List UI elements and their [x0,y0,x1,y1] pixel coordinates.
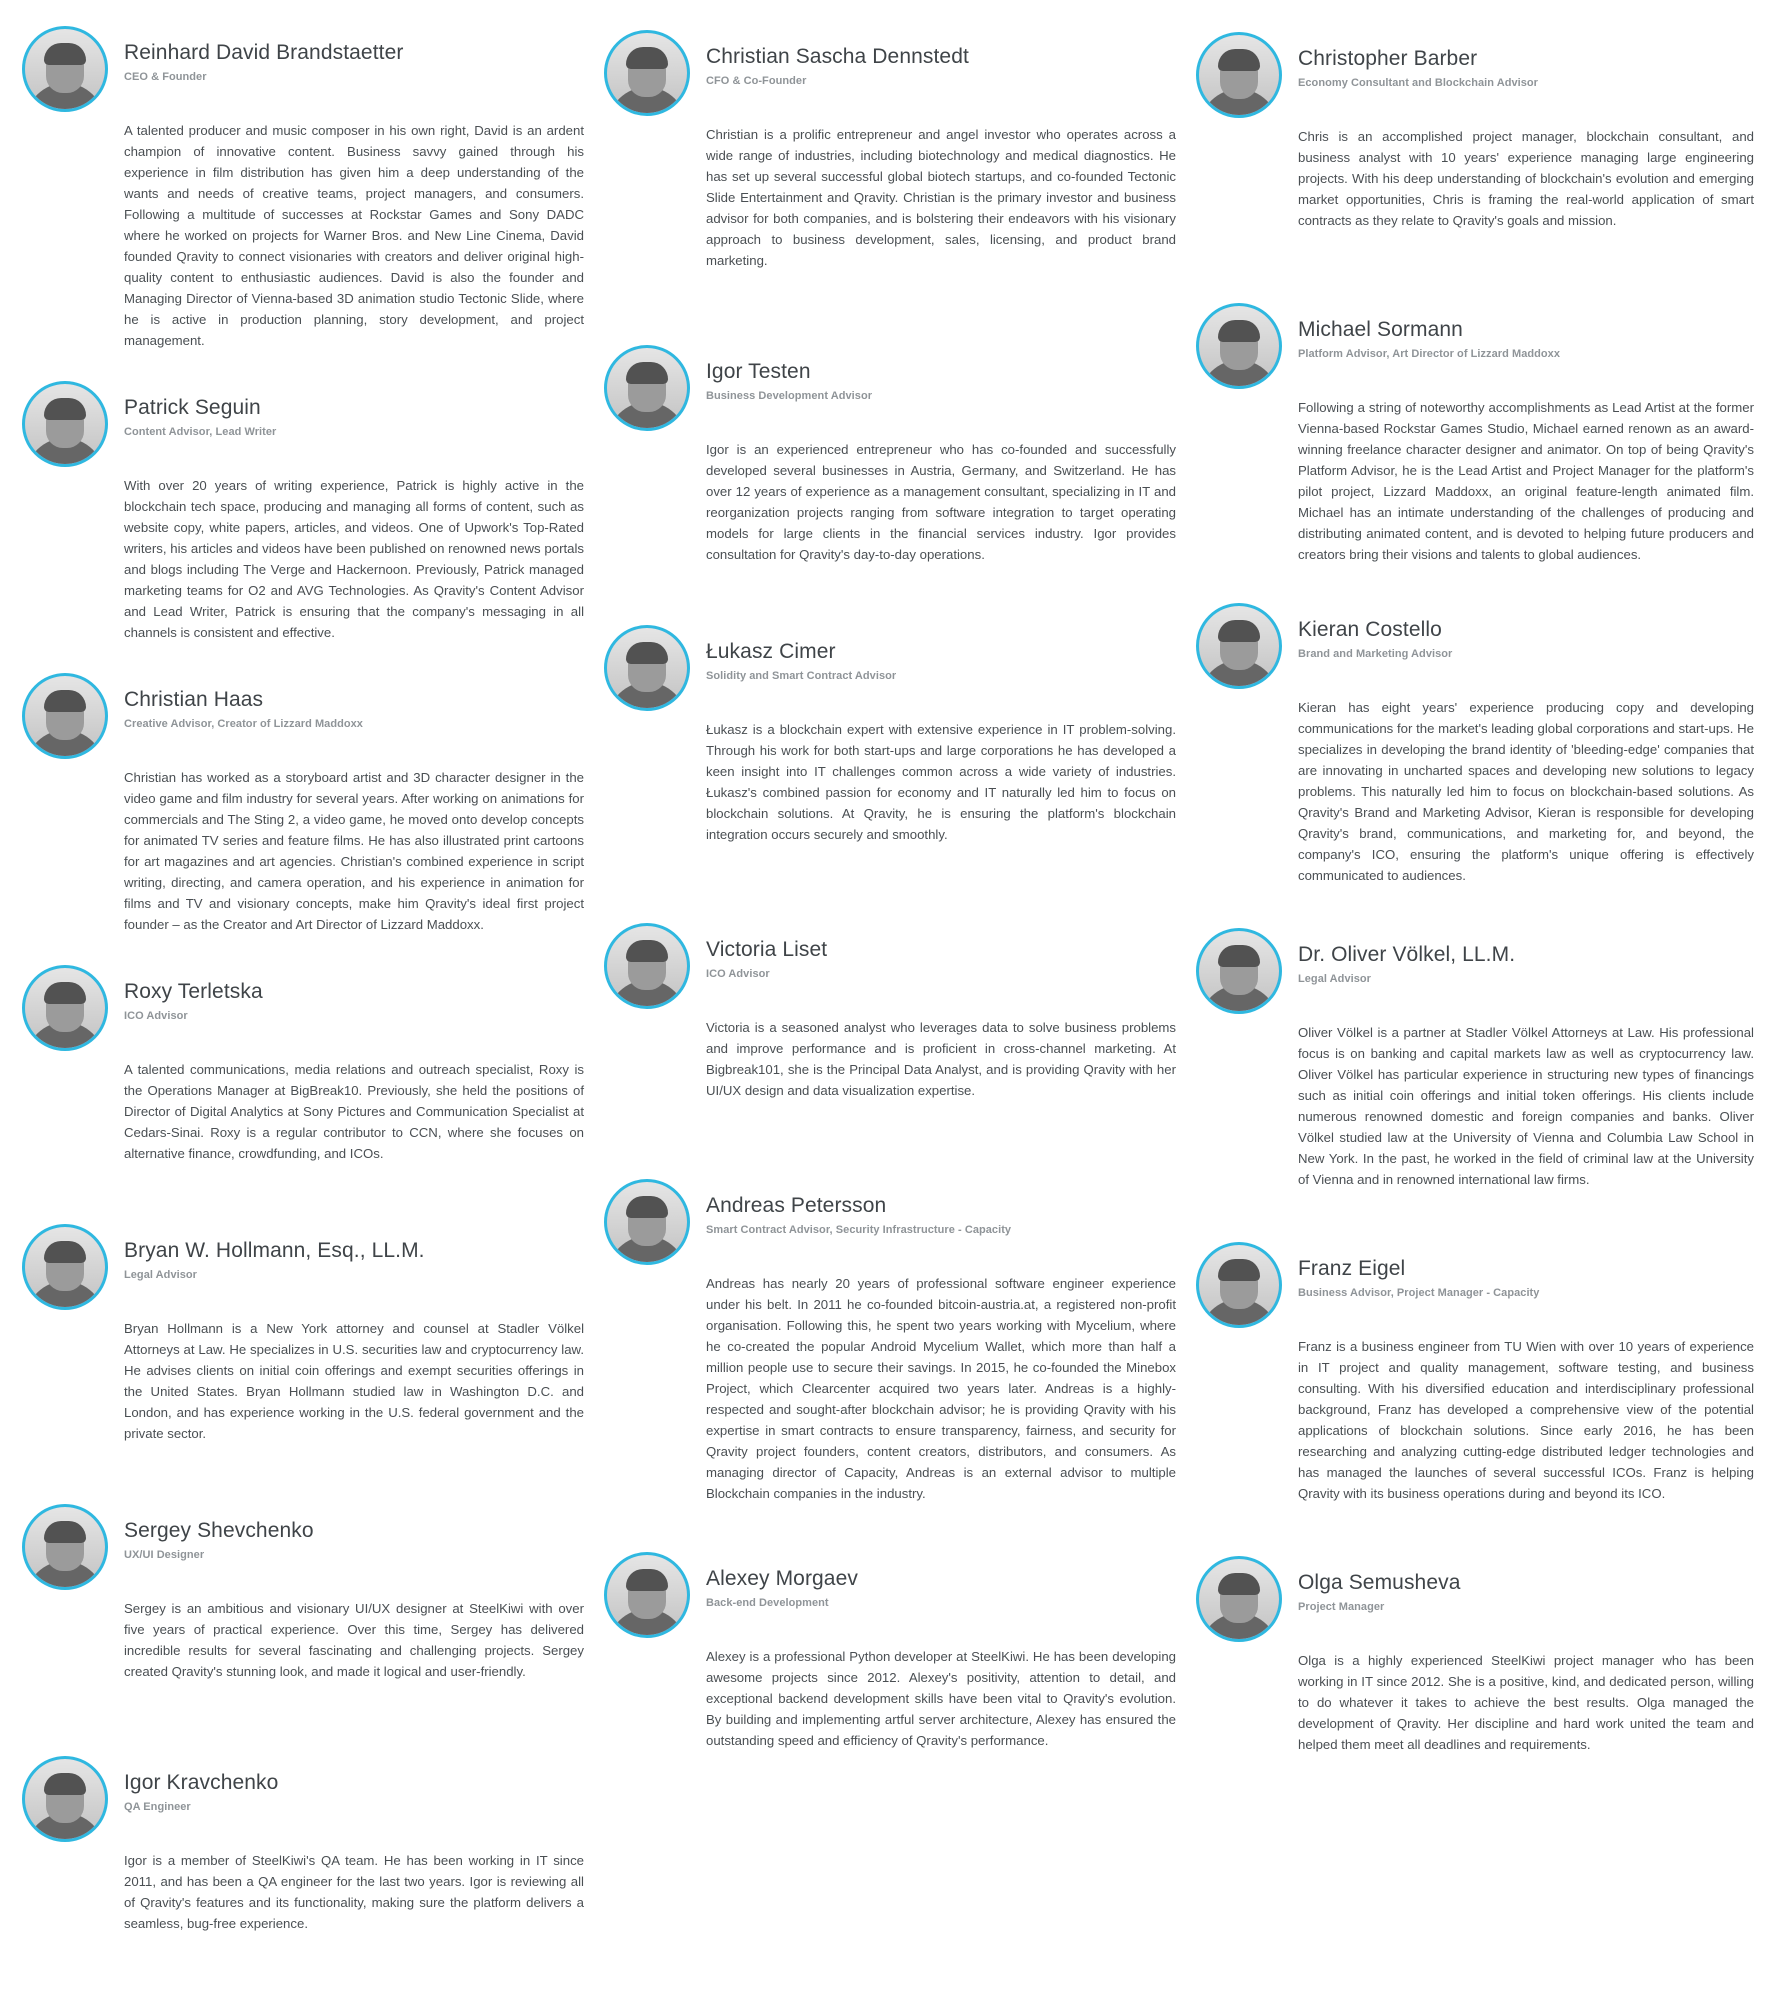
avatar [22,1756,108,1842]
member-header [1196,928,1754,1014]
team-member-card [604,1179,1176,1504]
column-left [0,18,594,1964]
member-role: Business Development Advisor [706,390,873,402]
team-member-card [604,345,1176,565]
member-role: Creative Advisor, Creator of Lizzard Maddoxx [124,718,363,730]
member-bio: Igor is an experienced entrepreneur who has co-founded and successfully developed several businesses in Austria, Germany, and Switzerland. He has over 12 years of experience as a management consultant, specializing in IT and reorganization projects ranging from software integration to target operating models for large clients in the financial services industry. Igor provides consultation for Qravity's day-to-day operations. [706,442,1176,562]
member-header [22,1756,584,1842]
member-role: Platform Advisor, Art Director of Lizzard Maddoxx [1298,348,1561,360]
member-name: Olga Semusheva [1298,1571,1461,1594]
member-bio: Igor is a member of SteelKiwi's QA team. He has been working in IT since 2011, and has been a QA engineer for the last two years. Igor is reviewing all of Qravity's features and its functionality, making sure the platform delivers a seamless, bug-free experience. [124,1853,584,1931]
member-title-block [1298,1556,1754,1614]
member-bio: Andreas has nearly 20 years of professional software engineer experience under his belt. In 2011 he co-founded bitcoin-austria.at, a registered non-profit organisation. Following this, he spent two years working with Mycelium, where he co-created the popular Android Mycelium Wallet, which more than half a million people use to secure their savings. In 2015, he co-founded the Minebox Project, which Clearcenter acquired two years later. Andreas is a highly-respected and sought-after blockchain advisor; he is providing Qravity with his expertise in smart contracts to ensure transparency, fairness, and security for Qravity project founders, content creators, distributors, and consumers. As managing director of Capacity, Andreas is an external advisor to multiple Blockchain companies in the industry. [706,1276,1176,1501]
member-name: Michael Sormann [1298,318,1463,341]
member-bio: Chris is an accomplished project manager, blockchain consultant, and business analyst with 10 years' experience managing large engineering projects. With his deep understanding of blockchain's evolution and emerging market opportunities, Chris is framing the real-world application of smart contracts as they relate to Qravity's goals and mission. [1298,129,1754,228]
avatar [1196,303,1282,389]
member-title-block [706,923,1176,981]
member-bio: With over 20 years of writing experience, Patrick is highly active in the blockchain tech space, producing and managing all forms of content, such as website copy, white papers, articles, and videos. One of Upwork's Top-Rated writers, his articles and videos have been published on renowned news portals and blogs including The Verge and Hackernoon. Previously, Patrick managed marketing teams for O2 and AVG Technologies. As Qravity's Content Advisor and Lead Writer, Patrick is ensuring that the company's messaging in all channels is consistent and effective. [124,478,584,640]
team-member-card [22,673,584,935]
member-name: Christian Sascha Dennstedt [706,45,969,68]
avatar [1196,1556,1282,1642]
team-member-card [22,1224,584,1444]
member-role: Legal Advisor [1298,973,1371,985]
member-name: Alexey Morgaev [706,1567,858,1590]
team-member-card [604,30,1176,271]
member-header [22,26,584,112]
column-right [1188,18,1782,1785]
avatar [22,1504,108,1590]
member-body [1196,126,1754,231]
member-role: CFO & Co-Founder [706,75,807,87]
member-header [22,1224,584,1310]
member-title-block [124,26,584,84]
member-bio: Łukasz is a blockchain expert with extensive experience in IT problem-solving. Through his work for both start-ups and large corporations he has developed a keen insight into IT challenges common across a wide variety of industries. Łukasz's combined passion for economy and IT naturally led him to focus on blockchain solutions. At Qravity, he is ensuring the platform's blockchain integration occurs securely and smoothly. [706,722,1176,842]
member-title-block [124,1504,584,1562]
member-title-block [1298,1242,1754,1300]
member-role: Smart Contract Advisor, Security Infrastructure - Capacity [706,1224,1012,1236]
avatar [22,1224,108,1310]
team-member-card [1196,1242,1754,1504]
team-member-card [604,1552,1176,1751]
member-role: CEO & Founder [124,71,207,83]
avatar [604,345,690,431]
member-bio: Christian is a prolific entrepreneur and angel investor who operates across a wide range of industries, including biotechnology and medical diagnostics. He has set up several successful global biotech startups, and co-founded Tectonic Slide Entertainment and Qravity. Christian is the primary investor and business advisor for both companies, and is bolstering their endeavors with his visionary approach to business development, sales, licensing, and product brand marketing. [706,127,1176,268]
member-header [604,345,1176,431]
member-body [22,1598,584,1682]
member-header [604,1179,1176,1265]
member-header [1196,1556,1754,1642]
member-body [22,1059,584,1164]
member-name: Igor Kravchenko [124,1771,279,1794]
member-body [22,1318,584,1444]
member-role: Content Advisor, Lead Writer [124,426,277,438]
member-title-block [124,1224,584,1282]
member-header [604,30,1176,116]
member-name: Patrick Seguin [124,396,261,419]
avatar [604,1179,690,1265]
member-role: ICO Advisor [124,1010,188,1022]
team-member-card [22,1756,584,1934]
member-body [22,120,584,351]
avatar [1196,1242,1282,1328]
member-name: Dr. Oliver Völkel, LL.M. [1298,943,1516,966]
member-body [604,1646,1176,1751]
team-member-card [1196,32,1754,231]
member-name: Roxy Terletska [124,980,263,1003]
avatar [22,381,108,467]
member-role: Back-end Development [706,1597,829,1609]
member-title-block [706,345,1176,403]
member-bio: Sergey is an ambitious and visionary UI/UX designer at SteelKiwi with over five years of practical experience. Over this time, Sergey has delivered incredible results for several fascinating and challenging projects. Sergey created Qravity's stunning look, and made it logical and user-friendly. [124,1601,584,1679]
member-name: Kieran Costello [1298,618,1442,641]
member-bio: A talented communications, media relations and outreach specialist, Roxy is the Operations Manager at BigBreak10. Previously, she held the positions of Director of Digital Analytics at Sony Pictures and Communication Specialist at Cedars-Sinai. Roxy is a regular contributor to CCN, where she focuses on alternative finance, crowdfunding, and ICOs. [124,1062,584,1161]
member-title-block [124,1756,584,1814]
member-name: Bryan W. Hollmann, Esq., LL.M. [124,1239,425,1262]
member-title-block [706,1552,1176,1610]
member-bio: A talented producer and music composer in his own right, David is an ardent champion of innovative content. Business savvy gained through his experience in film distribution has given him a deep understanding of the wants and needs of creative teams, project managers, and consumers. Following a multitude of successes at Rockstar Games and Sony DADC where he worked on projects for Warner Bros. and New Line Cinema, David founded Qravity to connect visionaries with creators and deliver original high-quality content to enthusiastic audiences. David is also the founder and Managing Director of Vienna-based 3D animation studio Tectonic Slide, where he is active in production planning, story development, and project management. [124,123,584,348]
member-role: UX/UI Designer [124,1549,205,1561]
member-name: Victoria Liset [706,938,828,961]
member-role: Economy Consultant and Blockchain Advisor [1298,77,1539,89]
member-bio: Alexey is a professional Python developer at SteelKiwi. He has been developing awesome projects since 2012. Alexey's positivity, attention to detail, and exceptional backend development skills have been vital to Qravity's evolution. By building and implementing artful server architecture, Alexey has ensured the outstanding speed and efficiency of Qravity's performance. [706,1649,1176,1748]
member-bio: Bryan Hollmann is a New York attorney and counsel at Stadler Völkel Attorneys at Law. He specializes in U.S. securities law and cryptocurrency law. He advises clients on initial coin offerings and exempt securities offerings in the United States. Bryan Hollmann studied law in Washington D.C. and London, and has experience working in the U.S. federal government and the private sector. [124,1321,584,1441]
member-role: Brand and Marketing Advisor [1298,648,1453,660]
member-role: ICO Advisor [706,968,770,980]
member-title-block [1298,32,1754,90]
team-member-card [22,381,584,643]
member-body [604,719,1176,845]
member-body [22,475,584,643]
member-bio: Following a string of noteworthy accomplishments as Lead Artist at the former Vienna-based Rockstar Games Studio, Michael earned renown as an award-winning freelance character designer and animator. On top of being Qravity's Platform Advisor, he is the Lead Artist and Project Manager for the platform's pilot project, Lizzard Maddoxx, an original feature-length animated film. Michael has an intimate understanding of the challenges of producing and distributing animated content, and is devoted to helping future producers and creators bring their visions and talents to global audiences. [1298,400,1754,562]
member-name: Sergey Shevchenko [124,1519,314,1542]
member-role: Project Manager [1298,1601,1385,1613]
member-header [1196,1242,1754,1328]
team-member-card [22,965,584,1164]
member-header [22,1504,584,1590]
member-header [1196,303,1754,389]
member-name: Andreas Petersson [706,1194,887,1217]
member-body [22,1850,584,1934]
member-name: Franz Eigel [1298,1257,1406,1280]
avatar [1196,603,1282,689]
member-bio: Victoria is a seasoned analyst who leverages data to solve business problems and improve performance and is proficient in cross-channel marketing. At Bigbreak101, she is the Principal Data Analyst, and is providing Qravity with her UI/UX design and data visualization expertise. [706,1020,1176,1098]
member-body [1196,1336,1754,1504]
avatar [22,965,108,1051]
member-header [22,673,584,759]
member-name: Igor Testen [706,360,811,383]
member-bio: Oliver Völkel is a partner at Stadler Völkel Attorneys at Law. His professional focus is on banking and capital markets law as well as cryptocurrency law. Oliver Völkel has particular experience in structuring new types of financings such as initial coin offerings and initial token offerings. His clients include numerous renowned domestic and foreign companies and banks. Oliver Völkel studied law at the University of Vienna and Columbia Law School in New York. In the past, he worked in the field of criminal law at the University of Vienna and in renowned international law firms. [1298,1025,1754,1187]
team-member-card [22,1504,584,1682]
avatar [1196,32,1282,118]
member-header [1196,603,1754,689]
member-role: Solidity and Smart Contract Advisor [706,670,897,682]
member-title-block [124,673,584,731]
member-header [604,923,1176,1009]
member-body [1196,1650,1754,1755]
member-body [1196,697,1754,886]
member-name: Christian Haas [124,688,264,711]
member-body [604,1273,1176,1504]
member-title-block [124,381,584,439]
member-role: Legal Advisor [124,1269,197,1281]
member-bio: Olga is a highly experienced SteelKiwi project manager who has been working in IT since 2012. She is a positive, kind, and dedicated person, willing to do whatever it takes to achieve the best results. Olga managed the development of Qravity. Her discipline and hard work united the team and helped them meet all deadlines and requirements. [1298,1653,1754,1752]
team-member-card [1196,928,1754,1190]
avatar [604,30,690,116]
team-member-card [1196,303,1754,565]
member-title-block [1298,603,1754,661]
member-bio: Franz is a business engineer from TU Wien with over 10 years of experience in IT project and quality management, software testing, and business consulting. With his diversified education and interdisciplinary professional background, Franz has developed a comprehensive view of the potential applications of blockchain solutions. Since early 2016, he has been researching and analyzing cutting-edge distributed ledger technologies and has managed the launches of several successful ICOs. Franz is helping Qravity with its business operations during and beyond its ICO. [1298,1339,1754,1501]
member-body [604,124,1176,271]
member-name: Łukasz Cimer [706,640,836,663]
member-body [604,1017,1176,1101]
avatar [1196,928,1282,1014]
member-title-block [1298,928,1754,986]
member-body [1196,397,1754,565]
avatar [22,26,108,112]
avatar [22,673,108,759]
avatar [604,1552,690,1638]
team-member-card [604,923,1176,1101]
member-body [604,439,1176,565]
member-bio: Kieran has eight years' experience producing copy and developing communications for the market's leading global corporations and start-ups. He specializes in developing the brand identity of 'bleeding-edge' companies that are innovating in uncharted spaces and developing new solutions to legacy problems. This naturally led him to focus on blockchain-based solutions. As Qravity's Brand and Marketing Advisor, Kieran is responsible for developing Qravity's brand, communications, and marketing for, and beyond, the company's ICO, ensuring the platform's unique offering is effectively communicated to audiences. [1298,700,1754,883]
member-title-block [1298,303,1754,361]
team-member-card [1196,603,1754,886]
member-body [22,767,584,935]
member-header [1196,32,1754,118]
member-title-block [706,1179,1176,1237]
member-title-block [706,625,1176,683]
avatar [604,625,690,711]
member-body [1196,1022,1754,1190]
member-title-block [706,30,1176,88]
team-member-card [1196,1556,1754,1755]
team-member-card [22,26,584,351]
member-name: Reinhard David Brandstaetter [124,41,404,64]
column-middle [594,18,1188,1781]
member-header [604,625,1176,711]
member-title-block [124,965,584,1023]
member-role: QA Engineer [124,1801,191,1813]
member-role: Business Advisor, Project Manager - Capacity [1298,1287,1540,1299]
member-header [604,1552,1176,1638]
member-header [22,381,584,467]
member-header [22,965,584,1051]
avatar [604,923,690,1009]
member-bio: Christian has worked as a storyboard artist and 3D character designer in the video game and film industry for several years. After working on animations for commercials and The Sting 2, a video game, he moved onto develop concepts for animated TV series and feature films. He has also illustrated print cartoons for art magazines and art agencies. Christian's combined experience in script writing, directing, and camera operation, and his experience in animation for films and TV and visionary concepts, make him Qravity's ideal first project founder – as the Creator and Art Director of Lizzard Maddoxx. [124,770,584,932]
team-member-card [604,625,1176,845]
member-name: Christopher Barber [1298,47,1478,70]
